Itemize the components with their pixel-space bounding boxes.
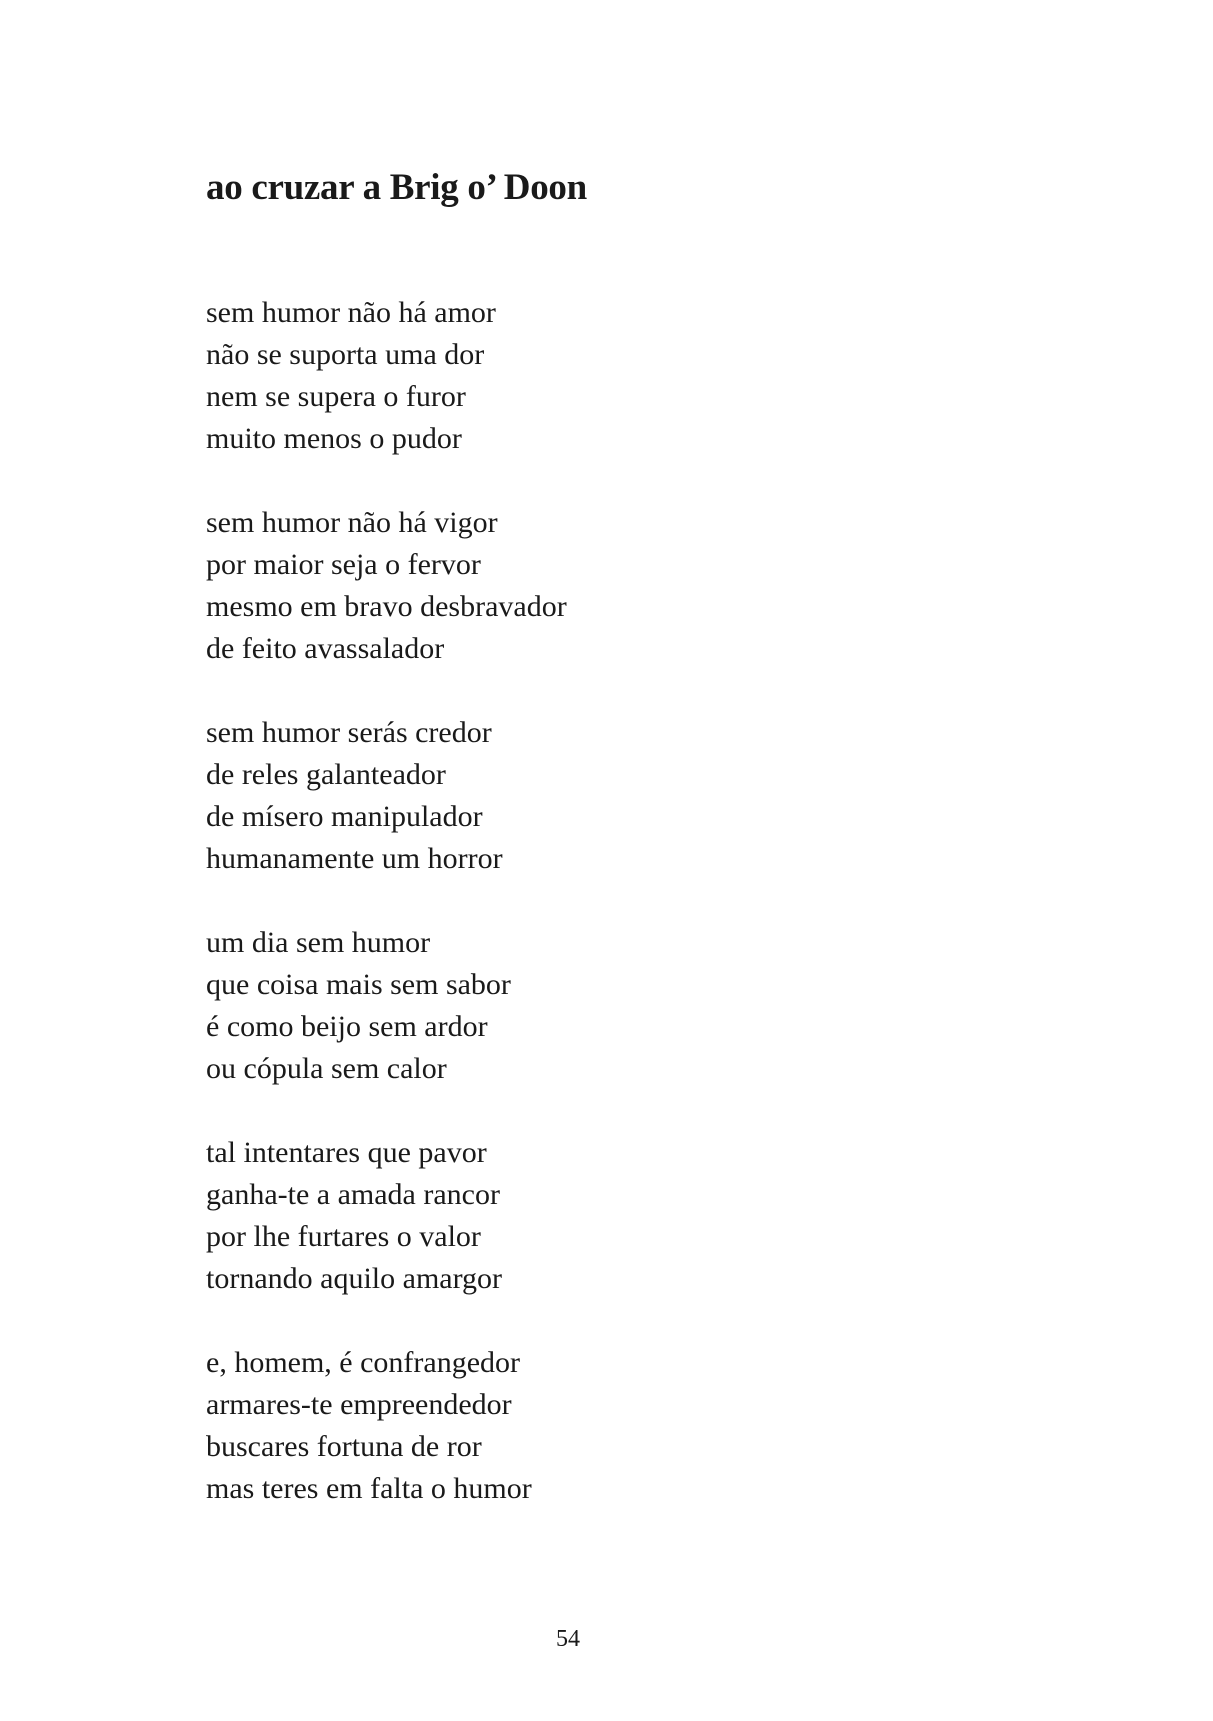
stanza	[206, 712, 567, 880]
stanza	[206, 1132, 567, 1300]
poem-line: ganha-te a amada rancor	[206, 1178, 500, 1211]
poem-line: buscares fortuna de ror	[206, 1430, 482, 1463]
poem-line: humanamente um horror	[206, 842, 503, 875]
poem-line: tornando aquilo amargor	[206, 1262, 503, 1295]
stanza	[206, 502, 567, 670]
poem-line: e, homem, é confrangedor	[206, 1346, 521, 1379]
poem-line: um dia sem humor	[206, 926, 431, 959]
poem-title: ao cruzar a Brig o’ Doon	[206, 167, 587, 208]
poem-line: é como beijo sem ardor	[206, 1010, 488, 1043]
poem-line: sem humor serás credor	[206, 716, 492, 749]
poem-line: sem humor não há amor	[206, 296, 496, 329]
page-number: 54	[556, 1626, 580, 1652]
poem-line: armares-te empreendedor	[206, 1388, 512, 1421]
poem-line: mesmo em bravo desbravador	[206, 590, 567, 623]
poem-line: por lhe furtares o valor	[206, 1220, 481, 1253]
poem-line: nem se supera o furor	[206, 380, 466, 413]
poem-line: não se suporta uma dor	[206, 338, 485, 371]
stanza	[206, 292, 567, 460]
poem-line: por maior seja o fervor	[206, 548, 481, 581]
poem-line: de mísero manipulador	[206, 800, 483, 833]
poem-line: de feito avassalador	[206, 632, 445, 665]
poem-body	[206, 292, 567, 1552]
poem-line: sem humor não há vigor	[206, 506, 498, 539]
poem-line: tal intentares que pavor	[206, 1136, 487, 1169]
stanza	[206, 1342, 567, 1510]
poem-line: que coisa mais sem sabor	[206, 968, 511, 1001]
poem-line: mas teres em falta o humor	[206, 1472, 532, 1505]
stanza	[206, 922, 567, 1090]
poem-line: de reles galanteador	[206, 758, 446, 791]
poem-line: ou cópula sem calor	[206, 1052, 447, 1085]
poem-line: muito menos o pudor	[206, 422, 462, 455]
